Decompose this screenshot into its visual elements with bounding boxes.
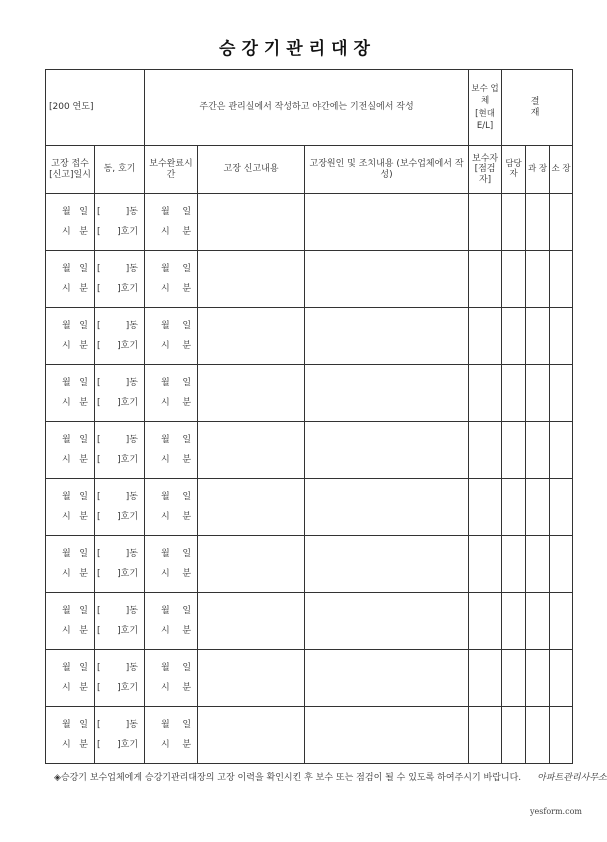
month-label: 월 <box>161 378 170 389</box>
month-label: 월 <box>62 549 71 560</box>
month-label: 월 <box>62 492 71 503</box>
manager-sign-cell[interactable] <box>502 365 526 422</box>
received-datetime-cell[interactable] <box>46 308 95 365</box>
repairer-cell[interactable] <box>469 422 502 479</box>
month-label: 월 <box>161 663 170 674</box>
manager-sign-cell[interactable] <box>502 707 526 764</box>
repairer-cell[interactable] <box>469 251 502 308</box>
hour-label: 시 <box>161 226 170 237</box>
bracket-open: [ <box>97 226 101 237</box>
section-chief-sign-cell[interactable] <box>526 707 550 764</box>
minute-label: 분 <box>79 625 88 636</box>
building-label: ]동 <box>125 321 139 332</box>
bracket-open: [ <box>97 454 101 465</box>
col-unit: 동, 호기 <box>95 146 145 194</box>
section-chief-sign-cell[interactable] <box>526 536 550 593</box>
month-label: 월 <box>161 549 170 560</box>
building-label: ]동 <box>125 435 139 446</box>
ledger-row <box>46 251 573 308</box>
month-label: 월 <box>62 435 71 446</box>
unit-no-label: ]호기 <box>117 226 139 237</box>
hour-label: 시 <box>62 739 71 750</box>
day-label: 일 <box>79 663 88 674</box>
bracket-open: [ <box>97 739 101 750</box>
unit-no-label: ]호기 <box>117 340 139 351</box>
completed-time-cell[interactable] <box>145 308 198 365</box>
ledger-row <box>46 365 573 422</box>
completed-time-cell[interactable] <box>145 707 198 764</box>
minute-label: 분 <box>79 454 88 465</box>
report-cell[interactable] <box>198 308 305 365</box>
section-chief-sign-cell[interactable] <box>526 194 550 251</box>
completed-time-cell[interactable] <box>145 650 198 707</box>
ledger-row <box>46 536 573 593</box>
month-label: 월 <box>62 207 71 218</box>
unit-cell[interactable] <box>95 707 145 764</box>
hour-label: 시 <box>161 340 170 351</box>
repairer-cell[interactable] <box>469 479 502 536</box>
completed-time-cell[interactable] <box>145 251 198 308</box>
director-sign-cell[interactable] <box>550 707 573 764</box>
cause-cell[interactable] <box>305 365 469 422</box>
day-label: 일 <box>182 207 192 218</box>
director-sign-cell[interactable] <box>550 422 573 479</box>
completed-time-cell[interactable] <box>145 593 198 650</box>
day-label: 일 <box>182 264 192 275</box>
col-received-line: 고장 접수 <box>51 159 89 170</box>
minute-label: 분 <box>79 739 88 750</box>
report-cell[interactable] <box>198 194 305 251</box>
hour-label: 시 <box>62 625 71 636</box>
day-label: 일 <box>79 720 88 731</box>
ledger-row <box>46 593 573 650</box>
unit-no-label: ]호기 <box>117 568 139 579</box>
completed-time-cell[interactable] <box>145 422 198 479</box>
hour-label: 시 <box>62 454 71 465</box>
section-chief-sign-cell[interactable] <box>526 308 550 365</box>
received-datetime-cell[interactable] <box>46 650 95 707</box>
section-chief-sign-cell[interactable] <box>526 251 550 308</box>
section-chief-sign-cell[interactable] <box>526 593 550 650</box>
building-label: ]동 <box>125 492 139 503</box>
bracket-open: [ <box>97 720 101 731</box>
bracket-open: [ <box>97 435 101 446</box>
col-director: 소 장 <box>550 146 573 194</box>
month-label: 월 <box>62 606 71 617</box>
hour-label: 시 <box>62 226 71 237</box>
unit-cell[interactable] <box>95 422 145 479</box>
ledger-row <box>46 707 573 764</box>
bracket-open: [ <box>97 340 101 351</box>
vendor-line: 체 <box>480 96 490 107</box>
day-label: 일 <box>182 663 192 674</box>
minute-label: 분 <box>182 454 192 465</box>
day-label: 일 <box>182 492 192 503</box>
unit-no-label: ]호기 <box>117 454 139 465</box>
building-label: ]동 <box>125 663 139 674</box>
vendor-label <box>469 70 502 146</box>
building-label: ]동 <box>125 207 139 218</box>
day-label: 일 <box>79 321 88 332</box>
day-label: 일 <box>182 321 192 332</box>
day-label: 일 <box>79 435 88 446</box>
unit-cell[interactable] <box>95 536 145 593</box>
repairer-cell[interactable] <box>469 593 502 650</box>
cause-cell[interactable] <box>305 707 469 764</box>
col-manager: 담당자 <box>502 146 526 194</box>
repairer-cell[interactable] <box>469 194 502 251</box>
hour-label: 시 <box>161 283 170 294</box>
director-sign-cell[interactable] <box>550 194 573 251</box>
report-cell[interactable] <box>198 536 305 593</box>
header-row <box>46 70 573 146</box>
month-label: 월 <box>161 207 170 218</box>
day-label: 일 <box>182 378 192 389</box>
bracket-open: [ <box>97 625 101 636</box>
unit-cell[interactable] <box>95 650 145 707</box>
hour-label: 시 <box>161 511 170 522</box>
received-datetime-cell[interactable] <box>46 422 95 479</box>
hour-label: 시 <box>62 397 71 408</box>
director-sign-cell[interactable] <box>550 593 573 650</box>
bracket-open: [ <box>97 207 101 218</box>
director-sign-cell[interactable] <box>550 308 573 365</box>
hour-label: 시 <box>62 283 71 294</box>
month-label: 월 <box>62 264 71 275</box>
hour-label: 시 <box>62 511 71 522</box>
repairer-cell[interactable] <box>469 365 502 422</box>
bracket-open: [ <box>97 492 101 503</box>
approval-label: 결 재 <box>502 70 573 146</box>
hour-label: 시 <box>161 682 170 693</box>
manager-sign-cell[interactable] <box>502 536 526 593</box>
section-chief-sign-cell[interactable] <box>526 365 550 422</box>
bracket-open: [ <box>97 321 101 332</box>
building-label: ]동 <box>125 378 139 389</box>
footer-notice: ◈승강기 보수업체에게 승강기관리대장의 고장 이력을 확인시킨 후 보수 또는 점검이 될 수 있도록 하여주시기 바랍니다. <box>54 773 522 783</box>
col-received-line: [신고]일시 <box>49 169 91 180</box>
manager-sign-cell[interactable] <box>502 251 526 308</box>
minute-label: 분 <box>182 511 192 522</box>
manager-sign-cell[interactable] <box>502 593 526 650</box>
unit-cell[interactable] <box>95 194 145 251</box>
manager-sign-cell[interactable] <box>502 479 526 536</box>
received-datetime-cell[interactable] <box>46 194 95 251</box>
unit-no-label: ]호기 <box>117 511 139 522</box>
minute-label: 분 <box>182 568 192 579</box>
received-datetime-cell[interactable] <box>46 479 95 536</box>
month-label: 월 <box>62 663 71 674</box>
vendor-line: 보수 업 <box>471 83 499 94</box>
repairer-cell[interactable] <box>469 536 502 593</box>
minute-label: 분 <box>182 625 192 636</box>
management-office: 아파트관리사무소 <box>537 773 607 783</box>
minute-label: 분 <box>182 340 192 351</box>
col-section-chief: 과 장 <box>526 146 550 194</box>
footer <box>54 770 607 783</box>
minute-label: 분 <box>79 511 88 522</box>
section-chief-sign-cell[interactable] <box>526 479 550 536</box>
report-cell[interactable] <box>198 479 305 536</box>
hour-label: 시 <box>161 625 170 636</box>
col-completed: 보수완료시간 <box>145 146 198 194</box>
day-label: 일 <box>79 207 88 218</box>
unit-no-label: ]호기 <box>117 625 139 636</box>
unit-cell[interactable] <box>95 479 145 536</box>
day-label: 일 <box>79 378 88 389</box>
ledger-row <box>46 422 573 479</box>
ledger-row <box>46 308 573 365</box>
month-label: 월 <box>161 321 170 332</box>
page-title: 승강기관리대장 <box>219 39 376 59</box>
report-cell[interactable] <box>198 650 305 707</box>
repairer-cell[interactable] <box>469 707 502 764</box>
unit-no-label: ]호기 <box>117 739 139 750</box>
unit-no-label: ]호기 <box>117 397 139 408</box>
hour-label: 시 <box>62 340 71 351</box>
day-label: 일 <box>79 492 88 503</box>
building-label: ]동 <box>125 549 139 560</box>
month-label: 월 <box>161 492 170 503</box>
col-repairer <box>469 146 502 194</box>
manager-sign-cell[interactable] <box>502 422 526 479</box>
unit-cell[interactable] <box>95 593 145 650</box>
section-chief-sign-cell[interactable] <box>526 422 550 479</box>
bracket-open: [ <box>97 606 101 617</box>
minute-label: 분 <box>79 397 88 408</box>
minute-label: 분 <box>79 226 88 237</box>
unit-no-label: ]호기 <box>117 682 139 693</box>
report-cell[interactable] <box>198 593 305 650</box>
cause-cell[interactable] <box>305 650 469 707</box>
completed-time-cell[interactable] <box>145 194 198 251</box>
cause-cell[interactable] <box>305 536 469 593</box>
day-label: 일 <box>182 720 192 731</box>
bracket-open: [ <box>97 397 101 408</box>
minute-label: 분 <box>182 682 192 693</box>
bracket-open: [ <box>97 568 101 579</box>
completed-time-cell[interactable] <box>145 479 198 536</box>
building-label: ]동 <box>125 606 139 617</box>
bracket-open: [ <box>97 378 101 389</box>
col-repairer-line: 보수자 <box>472 153 499 164</box>
bracket-open: [ <box>97 511 101 522</box>
director-sign-cell[interactable] <box>550 536 573 593</box>
month-label: 월 <box>62 720 71 731</box>
month-label: 월 <box>161 435 170 446</box>
vendor-line: E/L] <box>476 120 494 131</box>
day-label: 일 <box>182 606 192 617</box>
day-label: 일 <box>79 549 88 560</box>
completed-time-cell[interactable] <box>145 365 198 422</box>
month-label: 월 <box>161 606 170 617</box>
day-label: 일 <box>79 264 88 275</box>
minute-label: 분 <box>182 397 192 408</box>
minute-label: 분 <box>79 682 88 693</box>
month-label: 월 <box>161 720 170 731</box>
bracket-open: [ <box>97 283 101 294</box>
unit-cell[interactable] <box>95 308 145 365</box>
hour-label: 시 <box>62 682 71 693</box>
minute-label: 분 <box>79 283 88 294</box>
minute-label: 분 <box>79 340 88 351</box>
report-cell[interactable] <box>198 422 305 479</box>
cause-cell[interactable] <box>305 422 469 479</box>
col-repairer-line: [점검자] <box>474 164 496 185</box>
director-sign-cell[interactable] <box>550 251 573 308</box>
day-label: 일 <box>182 549 192 560</box>
col-cause: 고장원인 및 조치내용 (보수업체에서 작성) <box>305 146 469 194</box>
received-datetime-cell[interactable] <box>46 536 95 593</box>
manager-sign-cell[interactable] <box>502 650 526 707</box>
day-label: 일 <box>182 435 192 446</box>
received-datetime-cell[interactable] <box>46 707 95 764</box>
director-sign-cell[interactable] <box>550 650 573 707</box>
bracket-open: [ <box>97 663 101 674</box>
building-label: ]동 <box>125 720 139 731</box>
bracket-open: [ <box>97 549 101 560</box>
ledger-row <box>46 479 573 536</box>
col-report: 고장 신고내용 <box>198 146 305 194</box>
director-sign-cell[interactable] <box>550 365 573 422</box>
minute-label: 분 <box>182 226 192 237</box>
unit-cell[interactable] <box>95 251 145 308</box>
repairer-cell[interactable] <box>469 650 502 707</box>
month-label: 월 <box>62 378 71 389</box>
cause-cell[interactable] <box>305 251 469 308</box>
elevator-ledger-table <box>45 69 573 764</box>
hour-label: 시 <box>161 568 170 579</box>
building-label: ]동 <box>125 264 139 275</box>
vendor-line: [현대 <box>475 108 495 119</box>
report-cell[interactable] <box>198 707 305 764</box>
minute-label: 분 <box>182 283 192 294</box>
bracket-open: [ <box>97 264 101 275</box>
hour-label: 시 <box>62 568 71 579</box>
day-label: 일 <box>79 606 88 617</box>
report-cell[interactable] <box>198 251 305 308</box>
report-cell[interactable] <box>198 365 305 422</box>
column-header-row <box>46 146 573 194</box>
cause-cell[interactable] <box>305 479 469 536</box>
repairer-cell[interactable] <box>469 308 502 365</box>
bracket-open: [ <box>97 682 101 693</box>
site-watermark: yesform.com <box>530 807 582 816</box>
writing-note: 주간은 관리실에서 작성하고 야간에는 기전실에서 작성 <box>145 70 469 146</box>
cause-cell[interactable] <box>305 593 469 650</box>
col-received <box>46 146 95 194</box>
received-datetime-cell[interactable] <box>46 251 95 308</box>
hour-label: 시 <box>161 454 170 465</box>
received-datetime-cell[interactable] <box>46 593 95 650</box>
hour-label: 시 <box>161 739 170 750</box>
manager-sign-cell[interactable] <box>502 194 526 251</box>
cause-cell[interactable] <box>305 194 469 251</box>
hour-label: 시 <box>161 397 170 408</box>
month-label: 월 <box>62 321 71 332</box>
minute-label: 분 <box>182 739 192 750</box>
year-label: [200 연도] <box>46 70 145 146</box>
received-datetime-cell[interactable] <box>46 365 95 422</box>
manager-sign-cell[interactable] <box>502 308 526 365</box>
completed-time-cell[interactable] <box>145 536 198 593</box>
ledger-row <box>46 194 573 251</box>
cause-cell[interactable] <box>305 308 469 365</box>
ledger-row <box>46 650 573 707</box>
director-sign-cell[interactable] <box>550 479 573 536</box>
section-chief-sign-cell[interactable] <box>526 650 550 707</box>
unit-no-label: ]호기 <box>117 283 139 294</box>
unit-cell[interactable] <box>95 365 145 422</box>
month-label: 월 <box>161 264 170 275</box>
minute-label: 분 <box>79 568 88 579</box>
